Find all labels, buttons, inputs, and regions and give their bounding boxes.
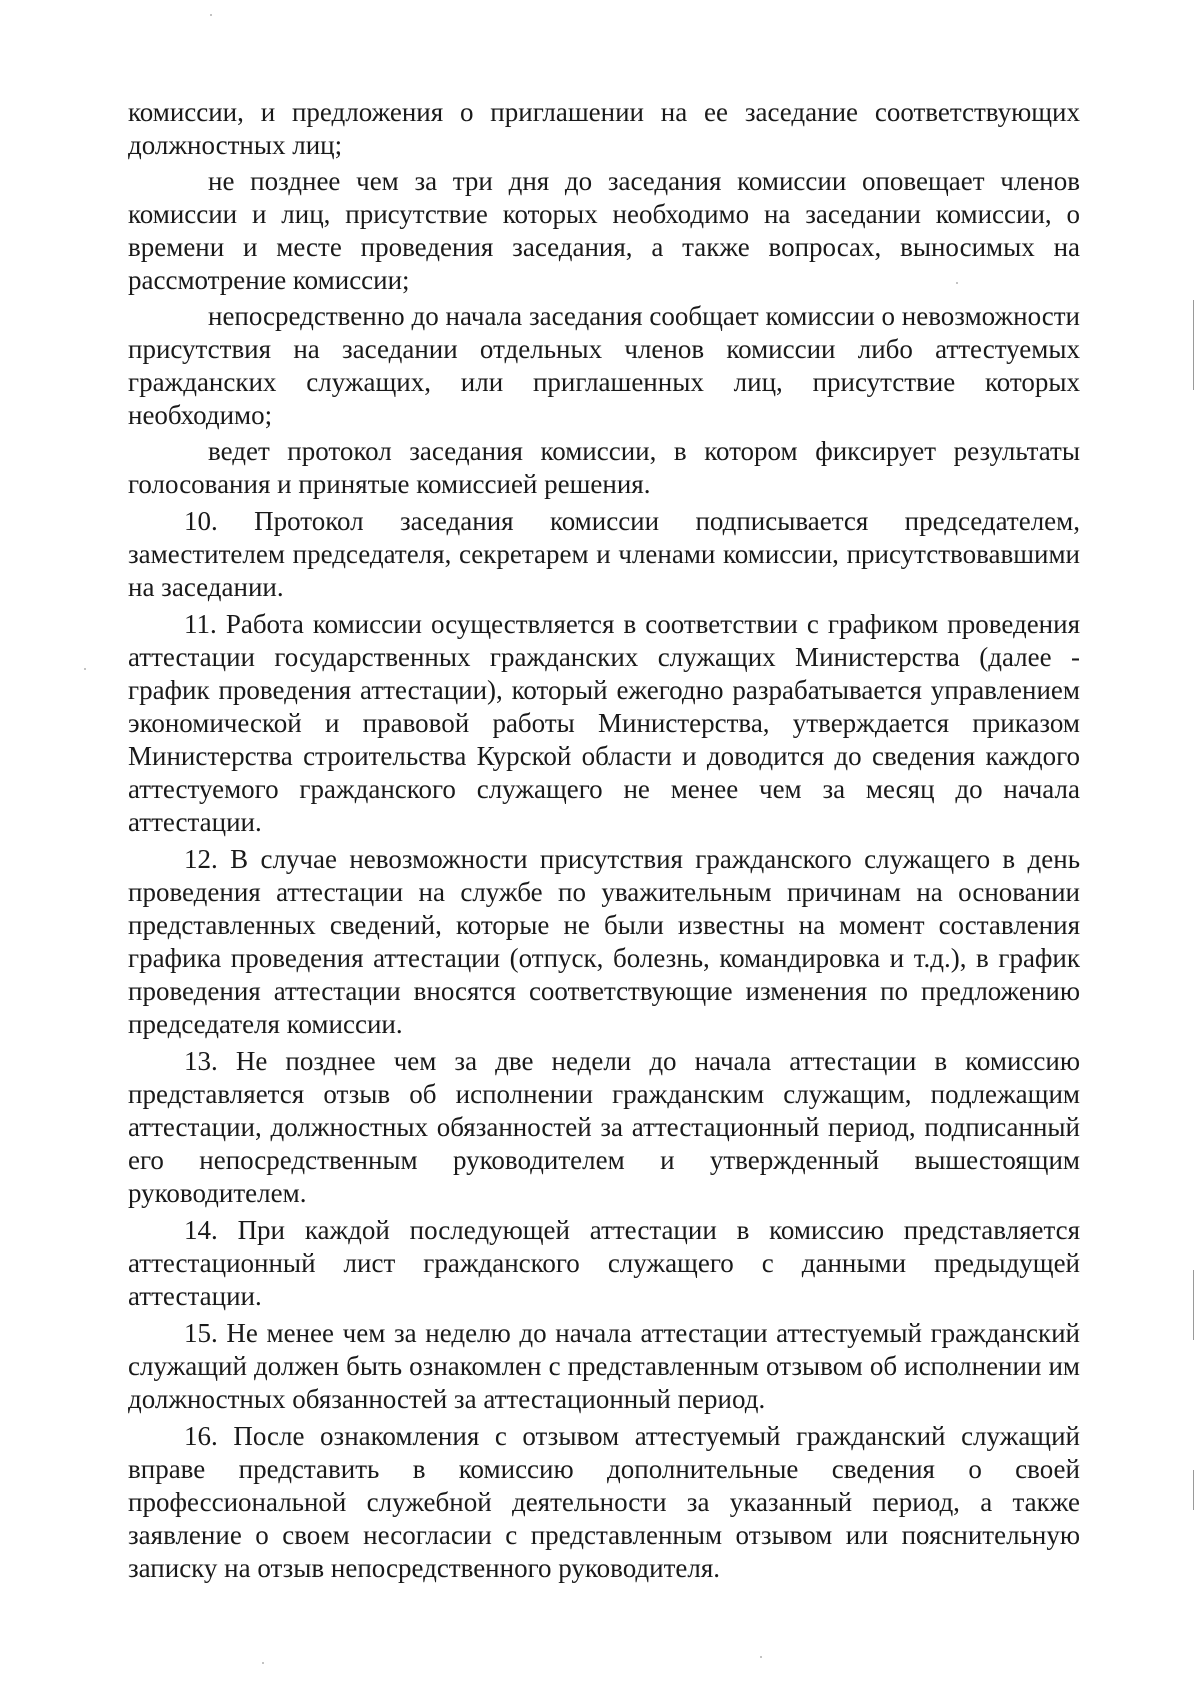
paragraph-item-12 <box>128 843 1080 1041</box>
scan-artifact-dot <box>210 14 212 16</box>
paragraph-text: не позднее чем за три дня до заседания комиссии оповещает членов комиссии и лиц, присутствие которых необходимо на заседании комиссии, о времени и месте проведения заседания, а также вопросах, выносимых на рассмотрение комиссии; <box>128 166 1080 295</box>
paragraph-text: Не менее чем за неделю до начала аттестации аттестуемый гражданский служащий должен быть ознакомлен с представленным отзывом об исполнении им должностных обязанностей за аттестационный период. <box>128 1318 1080 1414</box>
paragraph-text: Не позднее чем за две недели до начала аттестации в комиссию представляется отзыв об исполнении гражданским служащим, подлежащим аттестации, должностных обязанностей за аттестационный период, подписанный его непосредственным руководителем и утвержденный вышестоящим руководителем. <box>128 1046 1081 1208</box>
scan-artifact-line <box>1193 300 1194 390</box>
scan-artifact-line <box>1193 1470 1194 1510</box>
scan-artifact-line <box>1193 1270 1194 1340</box>
paragraph-notify-members <box>128 165 1080 297</box>
paragraph-text: После ознакомления с отзывом аттестуемый гражданский служащий вправе представить в комиссию дополнительные сведения о своей профессиональной служебной деятельности за указанный период, а также заявление о своем несогласии с представленным отзывом или пояснительную записку на отзыв непосредственного руководителя. <box>128 1421 1080 1583</box>
paragraph-item-11 <box>128 608 1080 839</box>
paragraph-text: комиссии, и предложения о приглашении на ее заседание соответствующих должностных лиц; <box>128 97 1080 160</box>
paragraph-number: 13. <box>184 1046 218 1076</box>
paragraph-item-13 <box>128 1045 1080 1210</box>
paragraph-number: 11. <box>184 609 217 639</box>
paragraph-number: 10. <box>184 506 218 536</box>
document-body <box>128 96 1080 1585</box>
paragraph-item-14 <box>128 1214 1080 1313</box>
paragraph-number: 14. <box>184 1215 218 1245</box>
paragraph-item-15 <box>128 1317 1080 1416</box>
scan-artifact-dot <box>262 1662 264 1664</box>
scan-artifact-dot <box>84 668 86 670</box>
paragraph-number: 12. <box>184 844 218 874</box>
paragraph-text: В случае невозможности присутствия гражданского служащего в день проведения аттестации на службе по уважительным причинам на основании представленных сведений, которые не были известны на момент составления графика проведения аттестации (отпуск, болезнь, командировка и т.д.), в график проведения аттестации вносятся соответствующие изменения по предложению председателя комиссии. <box>128 844 1081 1039</box>
paragraph-number: 16. <box>184 1421 218 1451</box>
paragraph-text: ведет протокол заседания комиссии, в котором фиксирует результаты голосования и принятые комиссией решения. <box>128 436 1080 499</box>
paragraph-text: непосредственно до начала заседания сообщает комиссии о невозможности присутствия на заседании отдельных членов комиссии либо аттестуемых гражданских служащих, или приглашенных лиц, присутствие которых необходимо; <box>128 301 1080 430</box>
scan-artifact-dot <box>956 282 958 284</box>
paragraph-keep-minutes <box>128 435 1080 501</box>
paragraph-item-10 <box>128 505 1080 604</box>
paragraph-number: 15. <box>184 1318 218 1348</box>
scan-artifact-dot <box>760 1656 762 1658</box>
paragraph-text: Работа комиссии осуществляется в соответствии с графиком проведения аттестации государственных гражданских служащих Министерства (далее - график проведения аттестации), который ежегодно разрабатывается управлением экономической и правовой работы Министерства, утверждается приказом Министерства строительства Курской области и доводится до сведения каждого аттестуемого гражданского служащего не менее чем за месяц до начала аттестации. <box>128 609 1081 837</box>
paragraph-item-16 <box>128 1420 1080 1585</box>
paragraph-continuation <box>128 96 1080 162</box>
paragraph-text: Протокол заседания комиссии подписывается председателем, заместителем председателя, секретарем и членами комиссии, присутствовавшими на заседании. <box>128 506 1080 602</box>
paragraph-text: При каждой последующей аттестации в комиссию представляется аттестационный лист гражданского служащего с данными предыдущей аттестации. <box>128 1215 1081 1311</box>
paragraph-report-absence <box>128 300 1080 432</box>
